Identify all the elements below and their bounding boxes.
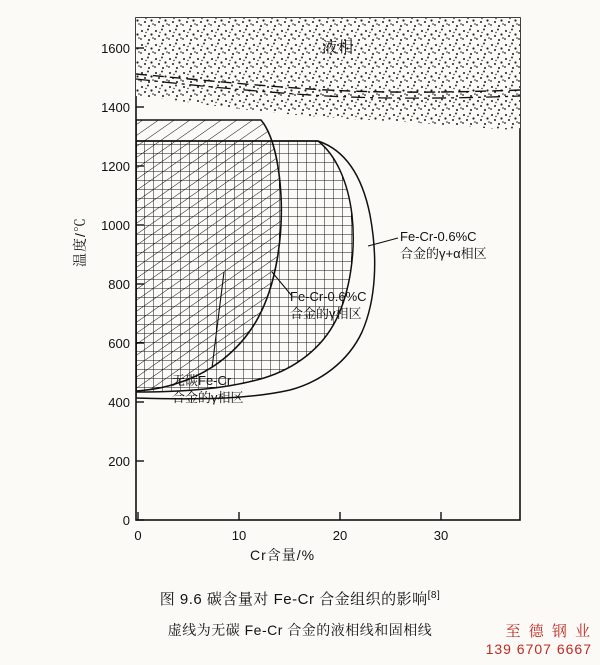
y-tick-400: 400 — [108, 395, 130, 410]
y-axis-title: 温度/℃ — [72, 217, 88, 267]
y-tick-1600: 1600 — [101, 41, 130, 56]
x-tick-10: 10 — [231, 528, 247, 543]
y-tick-1000: 1000 — [101, 218, 130, 233]
annotation-fecrc-gamma-line2: 合金的γ相区 — [290, 306, 362, 321]
x-axis-title: Cr含量/% — [250, 547, 316, 563]
y-tick-800: 800 — [108, 277, 130, 292]
annotation-fecrc-gamma-alpha-line2: 合金的γ+α相区 — [400, 246, 487, 261]
figure-caption-main-text: 图 9.6 碳含量对 Fe-Cr 合金组织的影响 — [159, 591, 428, 608]
watermark-brand: 至 德 钢 业 — [505, 623, 592, 640]
x-axis-tick-labels — [134, 528, 448, 543]
figure-caption-main — [0, 588, 600, 609]
figure-caption-sub: 虚线为无碳 Fe-Cr 合金的液相线和固相线 — [167, 622, 433, 638]
x-tick-0: 0 — [134, 528, 142, 543]
annotation-fecrc-gamma-alpha-line1: Fe-Cr-0.6%C — [400, 229, 477, 244]
figure-caption-reference: [8] — [427, 590, 441, 601]
annotation-fecrc-gamma-alpha — [400, 228, 487, 262]
y-tick-0: 0 — [122, 513, 130, 528]
y-tick-200: 200 — [108, 454, 130, 469]
y-tick-1400: 1400 — [101, 100, 130, 115]
x-tick-20: 20 — [332, 528, 348, 543]
annotation-fecrc-gamma — [290, 288, 367, 322]
annotation-carbonfree-gamma — [172, 372, 244, 406]
y-tick-1200: 1200 — [101, 159, 130, 174]
annotation-carbonfree-gamma-line1: 无碳Fe-Cr — [172, 373, 232, 388]
watermark-phone: 139 6707 6667 — [485, 641, 592, 657]
label-liquid-region: 液相 — [322, 39, 355, 56]
x-tick-30: 30 — [433, 528, 449, 543]
annotation-fecrc-gamma-line1: Fe-Cr-0.6%C — [290, 289, 367, 304]
y-axis-tick-labels — [101, 41, 130, 528]
annotation-carbonfree-gamma-line2: 合金的γ相区 — [172, 390, 244, 405]
y-tick-600: 600 — [108, 336, 130, 351]
